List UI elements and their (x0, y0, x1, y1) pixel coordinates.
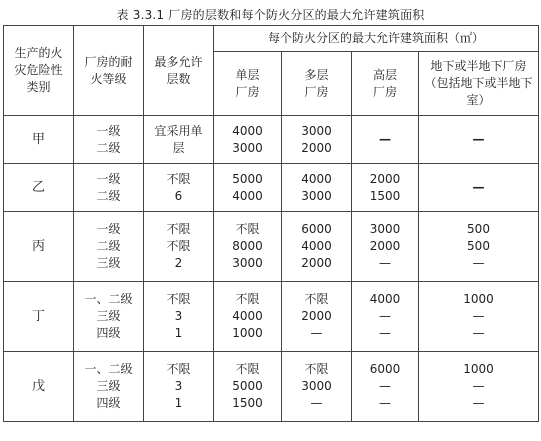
header-single-storey (214, 52, 282, 116)
cell-category: 乙 (4, 164, 74, 212)
cell-value: 一级 (96, 222, 121, 236)
cell-value: 8000 (232, 239, 263, 253)
cell-value: 5000 (232, 171, 263, 186)
cell-high (352, 352, 419, 422)
cell-underground (419, 116, 539, 164)
table-body (4, 116, 539, 422)
cell-value: 2000 (301, 309, 332, 323)
cell-value: 6000 (369, 362, 401, 376)
cell-category: 丁 (4, 282, 74, 352)
header-line: 厂房 (304, 84, 329, 99)
header-line: 厂房 (372, 84, 397, 99)
cell-value: 三级 (96, 256, 121, 270)
header-multi-storey (282, 52, 352, 116)
cell-value: 2000 (369, 239, 401, 253)
cell-value: 四级 (96, 326, 121, 340)
cell-value: 不限 (304, 362, 329, 376)
cell-value: — (379, 132, 391, 146)
cell-max-floors (144, 282, 214, 352)
cell-value: — (310, 326, 323, 340)
cell-value: 2000 (369, 171, 401, 186)
cell-value: 3 (174, 309, 183, 323)
cell-underground (419, 282, 539, 352)
table-row (4, 212, 539, 282)
cell-value: 二级 (96, 188, 121, 203)
cell-multi (282, 116, 352, 164)
header-category (4, 26, 74, 116)
header-max-floors (144, 26, 214, 116)
cell-value: 1 (174, 396, 183, 410)
cell-value: — (472, 396, 485, 410)
cell-value: 四级 (96, 396, 121, 410)
cell-high (352, 164, 419, 212)
cell-value: 4000 (232, 123, 263, 138)
cell-value: 1000 (463, 292, 494, 306)
cell-value: 一级 (96, 123, 121, 138)
cell-value: 1000 (232, 326, 263, 340)
cell-high (352, 282, 419, 352)
cell-value: 4000 (301, 171, 332, 186)
cell-value: 4000 (232, 188, 263, 203)
cell-value: 3000 (301, 123, 332, 138)
table-caption: 表 3.3.1 厂房的层数和每个防火分区的最大允许建筑面积 (116, 8, 425, 22)
cell-value: 500 (467, 222, 490, 236)
cell-value: 2000 (301, 256, 332, 270)
header-line: 火等级 (90, 71, 127, 86)
cell-category: 戊 (4, 352, 74, 422)
cell-value: 层 (172, 140, 185, 155)
cell-value: — (472, 132, 485, 146)
cell-underground (419, 212, 539, 282)
header-line: 室） (466, 93, 491, 107)
header-fire-rating (74, 26, 144, 116)
cell-value: 3000 (232, 256, 263, 270)
cell-value: 一、二级 (84, 292, 133, 306)
cell-value: 不限 (166, 292, 191, 306)
header-line: 灾危险性 (14, 63, 63, 77)
header-line: 生产的火 (14, 46, 63, 60)
cell-value: 不限 (166, 171, 191, 186)
cell-max-floors (144, 212, 214, 282)
cell-value: 二级 (96, 239, 121, 253)
cell-value: — (310, 396, 323, 410)
cell-multi (282, 212, 352, 282)
cell-single (214, 352, 282, 422)
cell-value: 不限 (235, 292, 260, 306)
header-line: 高层 (372, 67, 397, 82)
cell-fire-rating (74, 116, 144, 164)
table-row (4, 116, 539, 164)
cell-value: 不限 (235, 362, 260, 376)
header-line: 厂房 (235, 84, 260, 99)
cell-value: 三级 (96, 309, 121, 323)
cell-value: 二级 (96, 140, 121, 155)
cell-value: 2 (174, 256, 183, 270)
cell-value: 不限 (304, 292, 329, 306)
cell-value: 6000 (301, 222, 332, 236)
cell-value: 2000 (301, 140, 332, 155)
cell-value: 宜采用单 (154, 123, 203, 138)
header-line: （包括地下或半地下 (424, 76, 533, 90)
cell-value: 不限 (235, 222, 260, 236)
cell-value: 6 (174, 188, 183, 203)
cell-value: 不限 (166, 362, 191, 376)
cell-value: 不限 (166, 222, 191, 236)
cell-multi (282, 352, 352, 422)
cell-value: — (472, 180, 485, 194)
cell-value: 一、二级 (84, 362, 133, 376)
cell-high (352, 116, 419, 164)
cell-value: — (472, 309, 485, 323)
cell-value: — (379, 256, 391, 270)
cell-category: 甲 (4, 116, 74, 164)
cell-value: 1500 (369, 188, 401, 203)
table-row (4, 352, 539, 422)
cell-fire-rating (74, 212, 144, 282)
cell-high (352, 212, 419, 282)
cell-value: 3000 (232, 140, 263, 155)
cell-value: 5000 (232, 379, 263, 393)
cell-value: — (472, 379, 485, 393)
cell-value: 3000 (301, 188, 332, 203)
cell-fire-rating (74, 164, 144, 212)
cell-value: 不限 (166, 239, 191, 253)
cell-single (214, 212, 282, 282)
header-line: 多层 (304, 67, 329, 82)
cell-multi (282, 164, 352, 212)
header-line: 层数 (166, 71, 191, 86)
cell-single (214, 282, 282, 352)
cell-category: 丙 (4, 212, 74, 282)
cell-max-floors (144, 352, 214, 422)
table-row (4, 164, 539, 212)
cell-underground (419, 352, 539, 422)
header-high-rise (352, 52, 419, 116)
cell-value: — (472, 256, 485, 270)
cell-single (214, 116, 282, 164)
cell-value: 4000 (232, 309, 263, 323)
header-line: 厂房的耐 (84, 54, 133, 69)
cell-value: 3000 (369, 222, 401, 236)
cell-value: 3 (174, 379, 183, 393)
cell-value: 4000 (301, 239, 332, 253)
cell-fire-rating (74, 352, 144, 422)
cell-value: 1 (174, 326, 183, 340)
fire-compartment-table (3, 25, 539, 422)
cell-value: — (379, 379, 391, 393)
cell-value: 三级 (96, 379, 121, 393)
header-line: 单层 (235, 67, 260, 82)
cell-value: — (379, 396, 391, 410)
cell-multi (282, 282, 352, 352)
cell-value: — (379, 309, 391, 323)
header-line: 地下或半地下厂房 (430, 59, 527, 73)
header-line: 类别 (26, 80, 51, 94)
cell-value: — (379, 326, 391, 340)
cell-value: — (472, 326, 485, 340)
cell-value: 4000 (369, 292, 401, 306)
cell-underground (419, 164, 539, 212)
cell-max-floors (144, 116, 214, 164)
cell-value: 1000 (463, 362, 494, 376)
table-row (4, 282, 539, 352)
cell-fire-rating (74, 282, 144, 352)
header-line: 最多允许 (154, 54, 203, 69)
cell-value: 1500 (232, 396, 263, 410)
header-underground (419, 52, 539, 116)
cell-value: 一级 (96, 171, 121, 186)
cell-value: 500 (467, 239, 490, 253)
cell-single (214, 164, 282, 212)
cell-max-floors (144, 164, 214, 212)
header-area-group: 每个防火分区的最大允许建筑面积（㎡） (214, 26, 539, 52)
cell-value: 3000 (301, 379, 332, 393)
